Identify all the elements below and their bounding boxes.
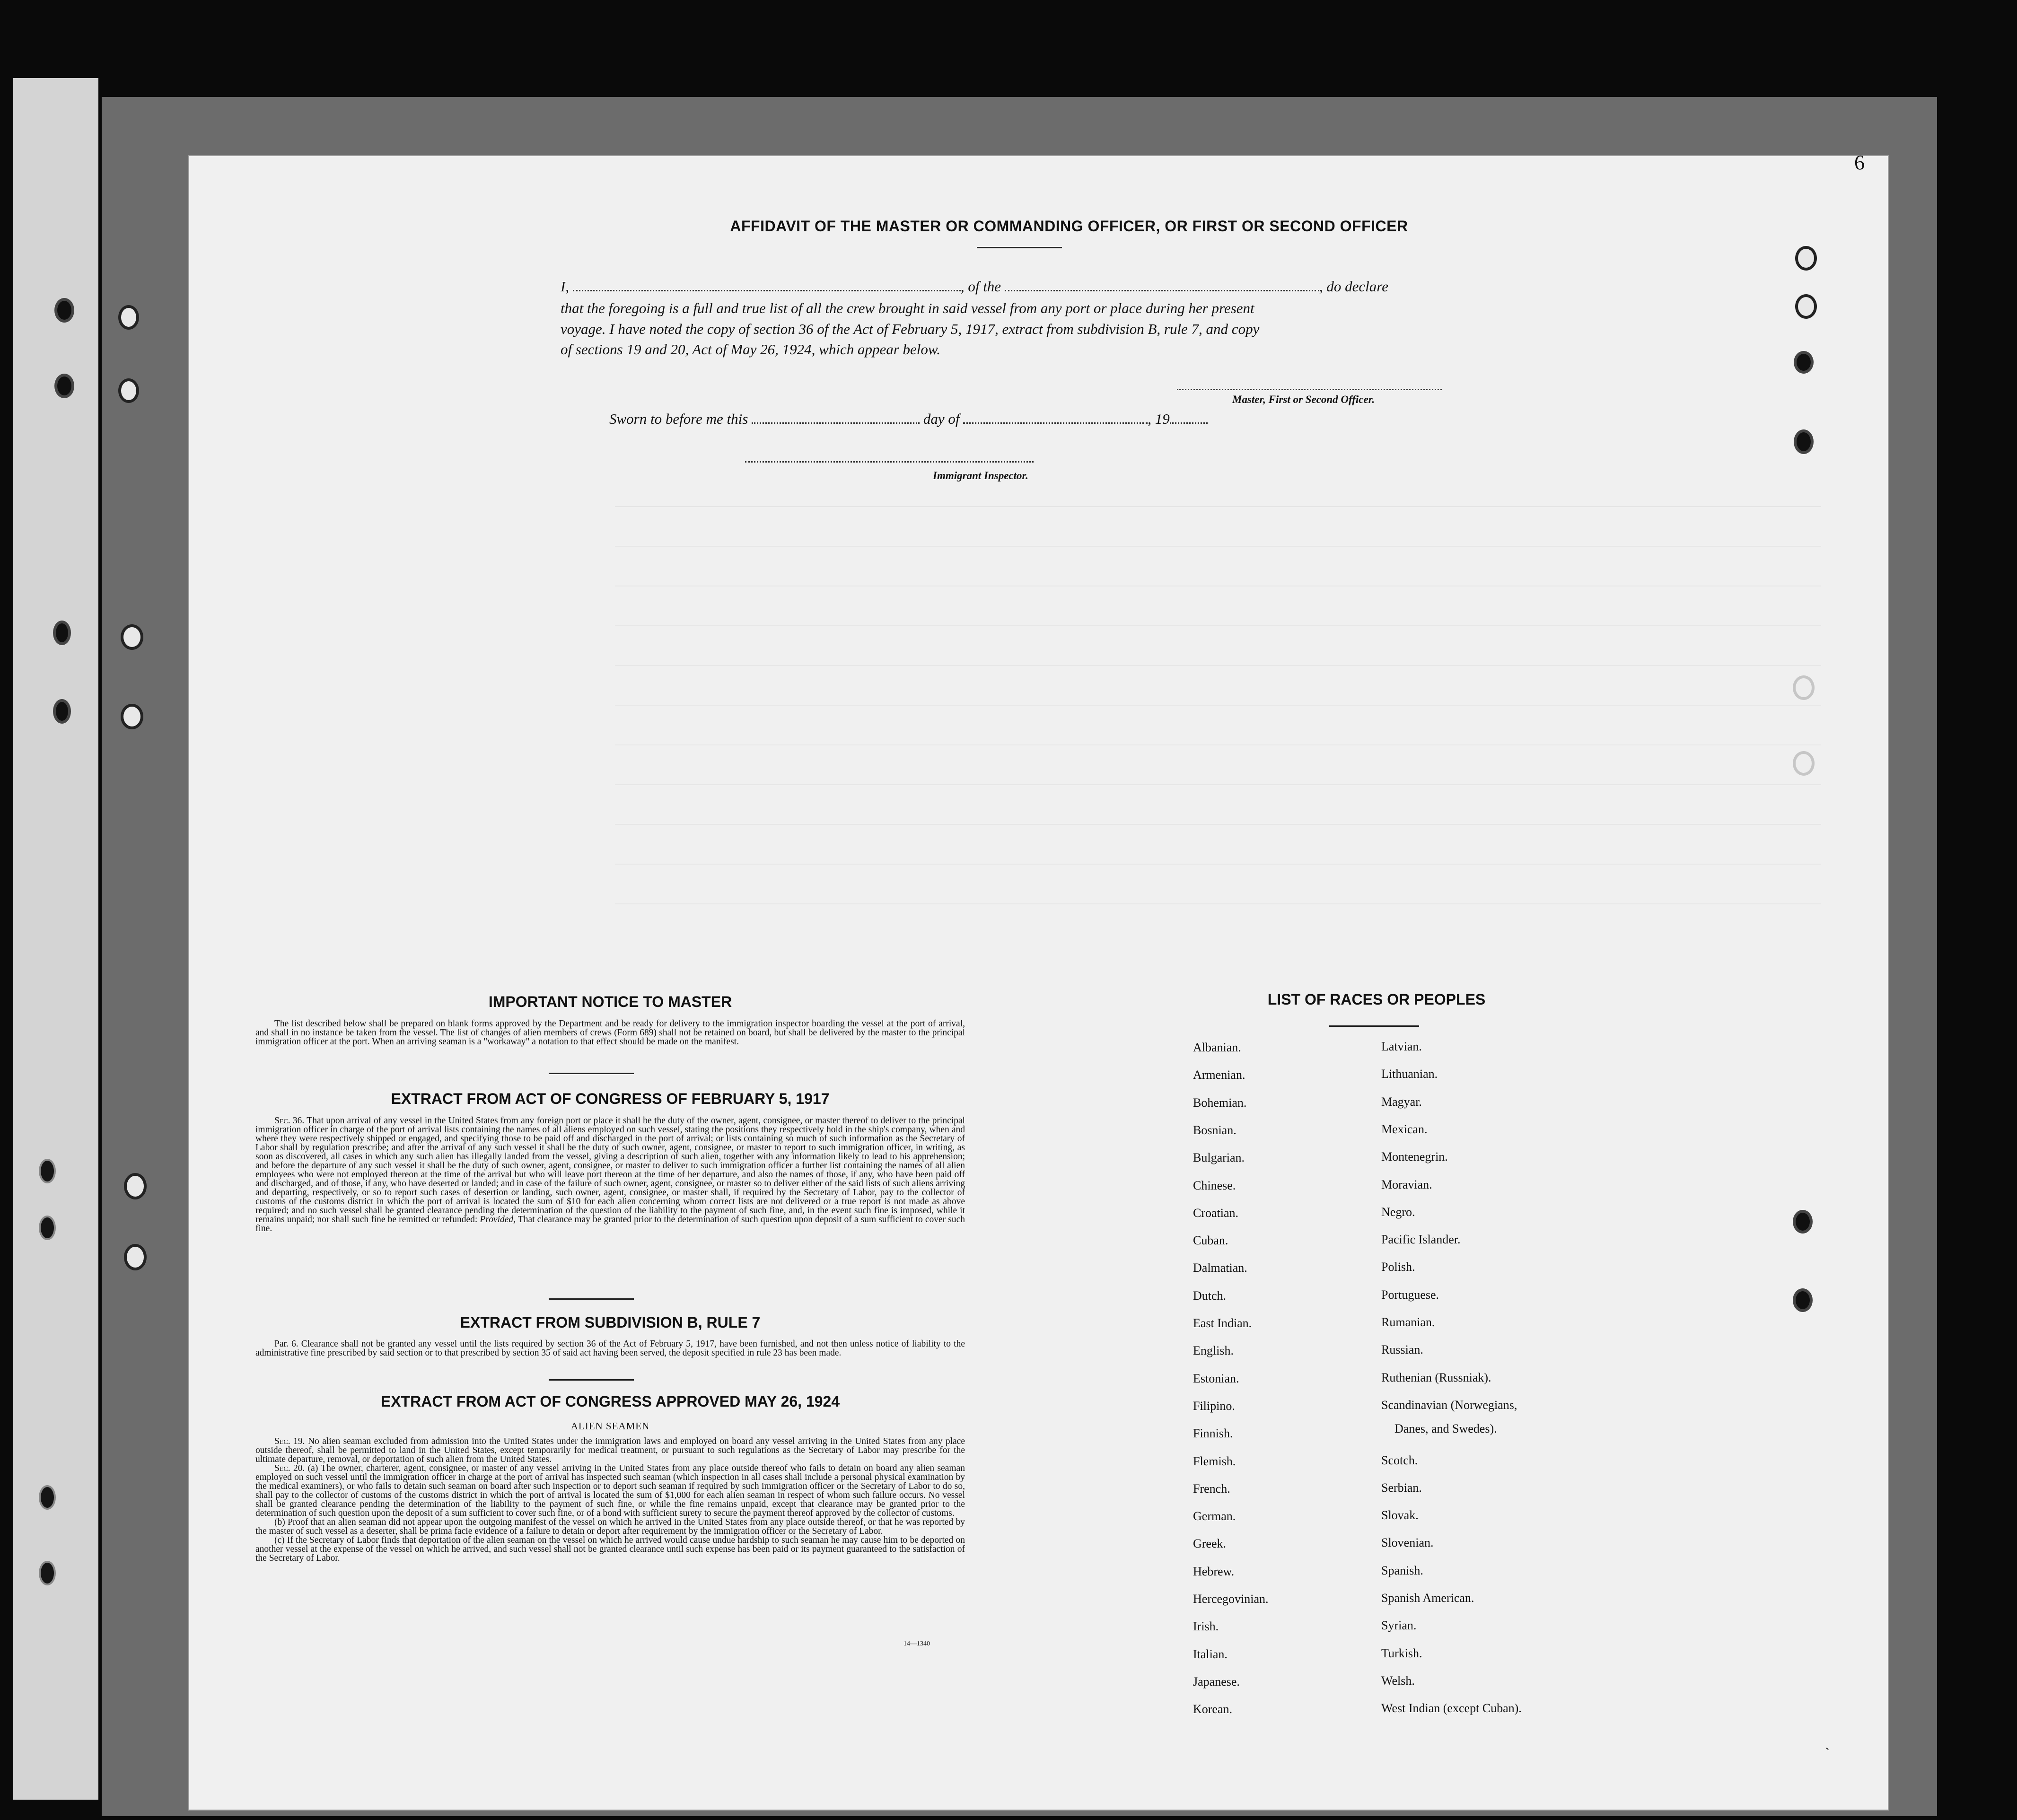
race-item: Italian. xyxy=(1193,1647,1228,1661)
notice-body xyxy=(255,1019,965,1046)
race-item: Scandinavian (Norwegians, xyxy=(1381,1398,1517,1412)
sec19-text: No alien seaman excluded from admission into the United States under the immigration laws and employed on board any vessel arriving in the United States from any place outside thereof, shall be permitted to land in the United States, except temporarily for medical treatment, or pursuant to such regulations as the Secretary of Labor may prescribe for the ultimate departure, removal, or deportation of such alien from the United States. xyxy=(255,1436,965,1464)
notice-paragraph: The list described below shall be prepared on blank forms approved by the Department and be ready for delivery to the immigration inspector boarding the vessel at the port of arrival, and shall in no instance be taken from the vessel. The list of changes of alien members of crews (Form 689) shall not be retained on board, but shall be delivered by the master to the principal immigration officer at the port. When an arriving seaman is a "workaway" a notation to that effect should be made on the manifest. xyxy=(255,1019,965,1047)
name-blank[interactable] xyxy=(573,290,961,291)
race-item: Lithuanian. xyxy=(1381,1067,1438,1081)
race-item: Welsh. xyxy=(1381,1673,1415,1688)
race-item: Spanish American. xyxy=(1381,1591,1474,1605)
race-item: Croatian. xyxy=(1193,1206,1239,1220)
binder-hole xyxy=(118,305,139,330)
race-item: Bosnian. xyxy=(1193,1123,1237,1137)
race-item: English. xyxy=(1193,1344,1234,1358)
binder-hole xyxy=(1793,1288,1813,1312)
binder-hole xyxy=(1795,246,1817,271)
rule7-title: EXTRACT FROM SUBDIVISION B, RULE 7 xyxy=(460,1314,761,1331)
race-item: Hebrew. xyxy=(1193,1564,1235,1578)
race-item: Portuguese. xyxy=(1381,1287,1439,1302)
races-title: LIST OF RACES OR PEOPLES xyxy=(1267,991,1486,1008)
race-item: French. xyxy=(1193,1481,1230,1496)
bleed-through-ruling xyxy=(615,506,1821,942)
left-film-strip xyxy=(13,78,98,1800)
binder-hole xyxy=(1795,294,1817,319)
section-label: Sec. 19. xyxy=(274,1436,305,1446)
race-item: Hercegovinian. xyxy=(1193,1592,1269,1606)
race-item: Negro. xyxy=(1381,1205,1415,1219)
race-item: Filipino. xyxy=(1193,1399,1235,1413)
punch-hole xyxy=(39,1159,56,1183)
corner-mark: ˋ xyxy=(1825,1745,1830,1761)
race-item: Ruthenian (Russniak). xyxy=(1381,1370,1491,1384)
extract-1917-title: EXTRACT FROM ACT OF CONGRESS OF FEBRUARY 5, 1917 xyxy=(391,1090,830,1107)
race-item: Slovak. xyxy=(1381,1508,1419,1522)
race-item: Greek. xyxy=(1193,1537,1227,1551)
affidavit-of-the: , of the xyxy=(960,278,1001,295)
sec20c-text: (c) If the Secretary of Labor finds that deportation of the alien seaman on the vessel on which he arrived would cause undue hardship to such seaman he may cause him to be deported on another vessel at the expense of the vessel on which he arrived, and such vessel shall not be granted clearance until such expense has been paid or its payment guaranteed to the satisfaction of the Secretary of Labor. xyxy=(255,1535,965,1563)
master-signature-label: Master, First or Second Officer. xyxy=(1232,394,1375,405)
race-item: Latvian. xyxy=(1381,1040,1422,1053)
race-item: Montenegrin. xyxy=(1381,1150,1448,1164)
section-divider xyxy=(549,1379,634,1381)
race-item: Armenian. xyxy=(1193,1068,1245,1082)
binder-hole xyxy=(121,704,143,729)
race-item: Estonian. xyxy=(1193,1371,1239,1385)
race-item: German. xyxy=(1193,1509,1236,1523)
affidavit-line-1 xyxy=(561,278,1388,295)
race-item: Flemish. xyxy=(1193,1454,1236,1468)
race-item: Finnish. xyxy=(1193,1426,1233,1441)
master-signature-line[interactable] xyxy=(1177,389,1442,390)
punch-hole xyxy=(39,1561,56,1585)
race-item: Albanian. xyxy=(1193,1041,1241,1054)
race-item: Mexican. xyxy=(1381,1122,1428,1136)
race-item: Magyar. xyxy=(1381,1094,1422,1109)
section-label: Sec. 20. xyxy=(274,1463,305,1473)
provided-label: Provided, xyxy=(480,1215,516,1225)
race-item: East Indian. xyxy=(1193,1316,1252,1330)
binder-hole xyxy=(53,621,71,645)
section-text: That upon arrival of any vessel in the United States from any foreign port or place it shall be the duty of the owner, agent, consignee, or master thereof to deliver to the principal immigration officer in charge of the port of arrival lists containing the names of all aliens employed on such vessel, stating the positions they respectively hold in the ship's company, when and where they were respectively shipped or engaged, and specifying those to be paid off and discharged in the port of arrival; or lists containing so much of such information as the Secretary of Labor shall by regulation prescribe; and after the arrival of any such vessel it shall be the duty of such owner, agent, consignee, or master to report to such immigration officer, in writing, as soon as discovered, all cases in which any such alien has illegally landed from the vessel, giving a description of such alien, together with any information likely to lead to his apprehension; and before the departure of any such vessel it shall be the duty of such owner, agent, consignee, or master to deliver to such immigration officer a further list containing the names of all alien employees who were not employed thereon at the time of the arrival but who will leave port thereon at the time of her departure, and also the names of those, if any, who have been paid off and discharged, and of those, if any, who have deserted or landed; and in case of the failure of such owner, agent, consignee, or master so to deliver either of the said lists of such aliens arriving and departing, respectively, or so to report such cases of desertion or landing, such owner, agent, consignee, or master shall, if required by the Secretary of Labor, pay to the collector of customs of the customs district in which the port of arrival is located the sum of $10 for each alien concerning whom correct lists are not delivered or a true report is not made as above required; and no such vessel shall be granted clearance pending the determination of the question of the liability to the payment of such fine, and, in the event such fine is imposed, while it remains unpaid; nor shall such fine be remitted or refunded: xyxy=(255,1116,965,1225)
extract-1924-title: EXTRACT FROM ACT OF CONGRESS APPROVED MAY 26, 1924 xyxy=(380,1393,840,1410)
margin-page-number: 6 xyxy=(1854,151,1865,174)
race-item: Syrian. xyxy=(1381,1619,1417,1633)
race-item: Turkish. xyxy=(1381,1646,1422,1660)
affidavit-line-3: voyage. I have noted the copy of section 36 of the Act of February 5, 1917, extract from subdivision B, rule 7, and copy xyxy=(561,321,1260,337)
binder-hole xyxy=(118,378,139,403)
section-divider xyxy=(549,1298,634,1300)
provided-text: That clearance may be granted prior to the determination of such question upon deposit of a sum sufficient to cover such fine. xyxy=(255,1215,965,1234)
year-prefix: , 19 xyxy=(1148,411,1170,427)
binder-hole xyxy=(1794,351,1814,374)
binder-hole xyxy=(54,298,74,323)
race-item: Dalmatian. xyxy=(1193,1261,1247,1275)
binder-hole xyxy=(1794,429,1814,454)
affidavit-i: I, xyxy=(561,278,570,295)
race-item: West Indian (except Cuban). xyxy=(1381,1701,1522,1715)
binder-hole xyxy=(54,374,74,398)
binder-hole xyxy=(121,624,143,650)
race-item: Russian. xyxy=(1381,1343,1423,1357)
race-item: Bohemian. xyxy=(1193,1095,1247,1110)
binder-hole xyxy=(124,1173,147,1199)
race-item: Cuban. xyxy=(1193,1234,1228,1248)
race-item: Spanish. xyxy=(1381,1563,1423,1577)
inspector-signature-line[interactable] xyxy=(745,461,1034,463)
punch-hole xyxy=(39,1216,56,1240)
race-item: Japanese. xyxy=(1193,1674,1240,1689)
race-item: Serbian. xyxy=(1381,1480,1422,1495)
notice-title: IMPORTANT NOTICE TO MASTER xyxy=(488,993,732,1010)
section-label: Sec. 36. xyxy=(274,1116,305,1126)
extract-1924-body xyxy=(255,1437,965,1563)
affidavit-title: AFFIDAVIT OF THE MASTER OR COMMANDING OFFICER, OR FIRST OR SECOND OFFICER xyxy=(730,218,1408,235)
binder-hole xyxy=(124,1244,147,1270)
vessel-blank[interactable] xyxy=(1005,290,1319,291)
race-item: Scotch. xyxy=(1381,1453,1418,1467)
alien-seamen-subtitle: ALIEN SEAMEN xyxy=(570,1420,650,1432)
sworn-line xyxy=(609,411,1208,428)
race-item: Polish. xyxy=(1381,1260,1415,1274)
month-blank[interactable] xyxy=(963,422,1148,424)
race-item: Korean. xyxy=(1193,1702,1233,1716)
race-item: Bulgarian. xyxy=(1193,1151,1245,1165)
binder-hole xyxy=(53,699,71,724)
rule7-paragraph: Par. 6. Clearance shall not be granted any vessel until the lists required by section 36 of the Act of February 5, 1917, have been furnished, and not then unless notice of liability to the administrative fine prescribed by said section or to that prescribed by section 35 of said act having been served, the deposit specified in rule 23 has been made. xyxy=(255,1339,965,1358)
race-item: Irish. xyxy=(1193,1619,1219,1634)
race-item: Chinese. xyxy=(1193,1178,1236,1192)
sworn-text: Sworn to before me this xyxy=(609,411,748,427)
race-item: Pacific Islander. xyxy=(1381,1233,1461,1247)
affidavit-declare: , do declare xyxy=(1319,278,1388,295)
sec20a-text: (a) The owner, charterer, agent, consignee, or master of any vessel arriving in the United States from any place outside thereof who fails to detain on board any alien seaman employed on such vessel until the immigration officer in charge at the port of arrival has inspected such seaman (which inspection in all cases shall include a personal physical examination by the medical examiners), or who fails to detain such seaman on board after such inspection or to deport such seaman if required by such immigration officer or the Secretary of Labor to do so, shall pay to the collector of customs of the customs district in which the port of arrival is located the sum of $1,000 for each alien seaman in respect of whom such failure occurs. No vessel shall be granted clearance pending the determination of the liability to the payment of such fine, or while the fine remains unpaid, except that clearance may be granted prior to the determination of such question upon the deposit of a sum sufficient to cover such fine, or of a bond with sufficient surety to secure the payment thereof approved by the collector of customs. xyxy=(255,1463,965,1518)
race-continuation: Danes, and Swedes). xyxy=(1394,1422,1497,1435)
punch-hole xyxy=(39,1485,56,1510)
race-item: Dutch. xyxy=(1193,1288,1227,1303)
affidavit-line-2: that the foregoing is a full and true list of all the crew brought in said vessel from any port or place during her present xyxy=(561,300,1254,316)
inspector-signature-label: Immigrant Inspector. xyxy=(933,470,1028,481)
race-item: Slovenian. xyxy=(1381,1536,1434,1550)
races-underline xyxy=(1329,1025,1419,1027)
day-of-text: day of xyxy=(923,411,960,427)
race-item: Moravian. xyxy=(1381,1177,1432,1191)
section-divider xyxy=(549,1073,634,1074)
extract-1917-body xyxy=(255,1116,965,1233)
sec20b-text: (b) Proof that an alien seaman did not appear upon the outgoing manifest of the vessel on which he arrived in the United States from any place outside thereof, or that he was reported by the master of such vessel as a deserter, shall be prima facie evidence of a failure to detain or deport after requirement by the immigration officer or the Secretary of Labor. xyxy=(255,1517,965,1536)
rule7-body xyxy=(255,1339,965,1357)
year-blank[interactable] xyxy=(1170,422,1208,424)
binder-hole xyxy=(1793,1210,1813,1234)
form-number: 14—1340 xyxy=(903,1640,930,1647)
day-blank[interactable] xyxy=(752,422,920,424)
race-item: Rumanian. xyxy=(1381,1315,1435,1329)
affidavit-line-4: of sections 19 and 20, Act of May 26, 1924, which appear below. xyxy=(561,341,941,358)
title-underline xyxy=(977,247,1062,248)
